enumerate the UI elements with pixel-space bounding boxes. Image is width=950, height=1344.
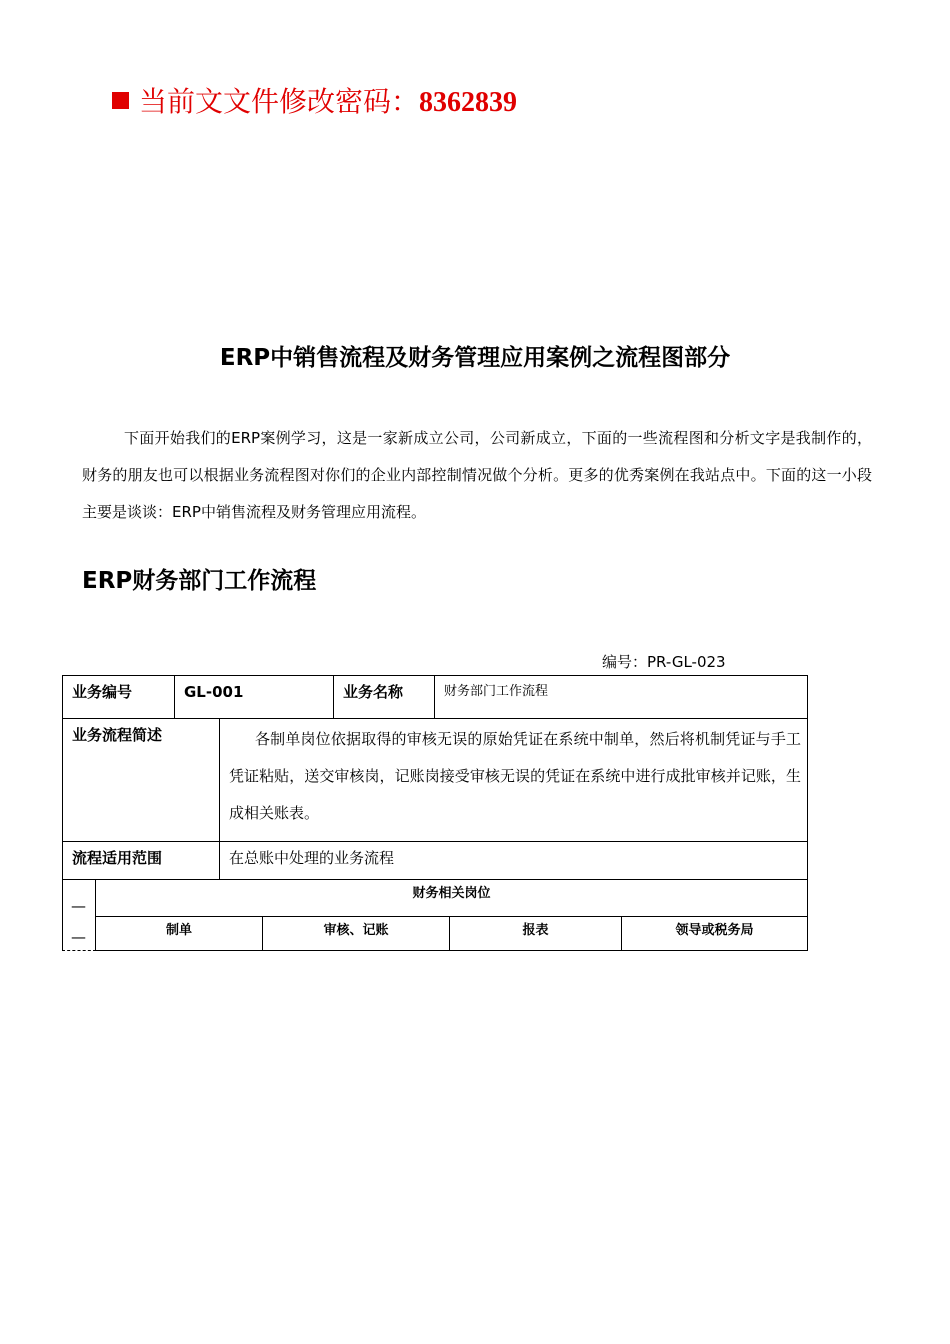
business-name-label: 业务名称	[334, 675, 435, 719]
scope-label: 流程适用范围	[62, 842, 220, 880]
document-title: ERP中销售流程及财务管理应用案例之流程图部分	[219, 345, 731, 371]
section-heading: ERP财务部门工作流程	[82, 568, 317, 594]
scope-value: 在总账中处理的业务流程	[220, 842, 808, 880]
password-label: 当前文文件修改密码：	[139, 85, 420, 118]
positions-header: 财务相关岗位	[96, 880, 808, 917]
password-note	[112, 82, 517, 123]
summary-label: 业务流程简述	[62, 719, 220, 842]
doc-number: 编号：PR-GL-023	[602, 653, 726, 671]
business-code-label: 业务编号	[62, 675, 175, 719]
square-bullet-icon	[112, 92, 129, 109]
dash-mark: —	[71, 928, 86, 946]
dashed-divider	[62, 950, 96, 951]
business-code-value: GL-001	[175, 675, 334, 719]
dash-mark: —	[71, 897, 86, 915]
process-table	[62, 675, 808, 950]
position-prepare: 制单	[96, 917, 263, 951]
position-reports: 报表	[450, 917, 622, 951]
password-code: 8362839	[419, 87, 518, 118]
position-leader-tax-bureau: 领导或税务局	[622, 917, 808, 951]
left-narrow-column	[62, 880, 96, 950]
summary-value: 各制单岗位依据取得的审核无误的原始凭证在系统中制单，然后将机制凭证与手工凭证粘贴，送交审核岗，记账岗接受审核无误的凭证在系统中进行成批审核并记账，生成相关账表。	[220, 719, 808, 842]
position-review-posting: 审核、记账	[263, 917, 450, 951]
business-name-value: 财务部门工作流程	[435, 675, 808, 719]
intro-paragraph: 下面开始我们的ERP案例学习，这是一家新成立公司，公司新成立，下面的一些流程图和分析文字是我制作的，财务的朋友也可以根据业务流程图对你们的企业内部控制情况做个分析。更多的优秀案例在我站点中。下面的这一小段主要是谈谈：ERP中销售流程及财务管理应用流程。	[82, 429, 872, 521]
